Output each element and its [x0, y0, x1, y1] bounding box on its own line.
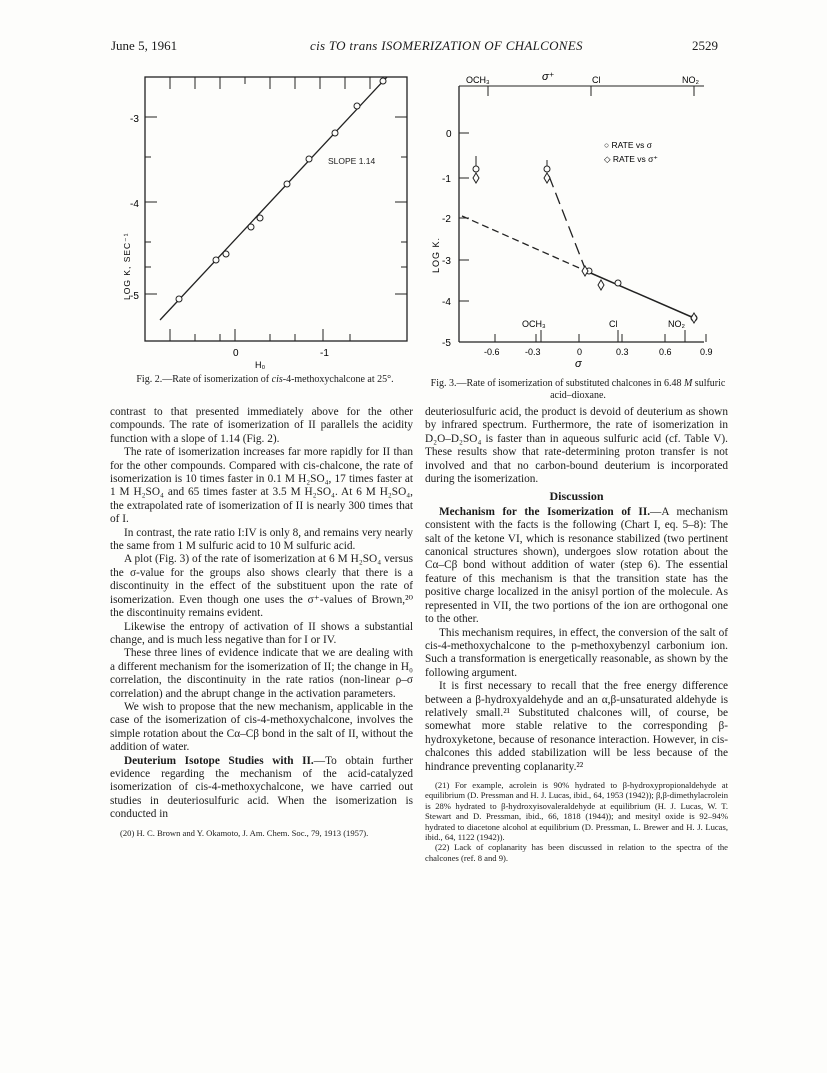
fig2-xlabel: H₀ — [255, 360, 266, 370]
fig3-sigma-plus-line — [462, 216, 586, 271]
fig3-ytick: -5 — [442, 338, 451, 349]
header-page-number: 2529 — [692, 38, 718, 53]
left-paragraph: Likewise the entropy of activation of II shows a substantial change, and is much less negative than for I or IV. — [110, 620, 413, 646]
discussion-heading: Discussion — [549, 489, 604, 504]
fig2-point — [248, 224, 254, 230]
right-paragraph: It is first necessary to recall that the free energy difference between a β-hydroxyaldehyde and an α,β-unsaturated aldehyde is relatively small.²¹ Substituted chalcones will, of course, be somewhat more stable relative to the corresponding β-hydroxyketone, because of resonance interaction. However, in cis-chalcones this added stabilization will be less because of the hindrance preventing coplanarity.²² — [425, 680, 728, 773]
fig3-point — [544, 166, 550, 172]
footnote-21: (21) For example, acrolein is 90% hydrated to β-hydroxypropionaldehyde at equilibrium (D. Pressman and H. J. Lucas, ibid., 64, 1953 (1942)); β,β-dimethylacrolein is 28% hydrated to β-hydroxyisovaleraldehyde at equilibrium (H. J. Lucas, W. T. Stewart and D. Pressman, ibid., 66, 1818 (1944)); and mesityl oxide is 92–94% hydrated to diacetone alcohol at equilibrium (D. Pressman, L. Brewer and H. J. Lucas, ibid., 64, 1122 (1942)). — [425, 779, 728, 842]
fig3-xtick: 0.9 — [700, 347, 713, 357]
fig3-ylabel: LOG K. — [431, 236, 441, 273]
footnote-22: (22) Lack of coplanarity has been discussed in relation to the spectra of the chalcones (ref. 8 and 9). — [425, 842, 728, 863]
left-paragraph: We wish to propose that the new mechanism, applicable in the case of the isomerization of cis-4-methoxychalcone, involves the simple rotation about the Cα–Cβ bond in the salt of II, without the addition of water. — [110, 700, 413, 754]
fig3-xtick: 0.6 — [659, 347, 672, 357]
left-paragraph: The rate of isomerization increases far more rapidly for II than for the other compounds. Compared with cis-chalcone, the rate of isomerization is 10 times faster in 0.1 M H₂SO₄, 17 times faster at 1 M H₂SO₄ and 65 times faster at 3.5 M H₂SO₄. At 6 M H₂SO₄, the extrapolated rate of isomerization of II is nearly 300 times that of I. — [110, 446, 413, 526]
fig2-point — [176, 296, 182, 302]
deuterium-text: —To obtain further evidence regarding the mechanism of the acid-catalyzed isomerization of cis-4-methoxychalcone, we have carried out studies in deuteriosulfuric acid. When the isomerization is conducted in — [110, 754, 414, 821]
mechanism-text: —A mechanism consistent with the facts is the following (Chart I, eq. 5–8): The salt of the ketone VI, which is resonance stabilized (two pertinent canonical structures shown), undergoes slow rotation about the Cα–Cβ bond without addition of water (step 6). The essential feature of this mechanism is that the transition state has the positive charge localized in the anisyl portion of the molecule. As represented in VII, the two portions of the ion are orthogonal one to the other. — [425, 505, 728, 626]
fig3-ytick: -3 — [442, 256, 451, 267]
fig3-legend-sigma: ○ RATE vs σ — [604, 140, 653, 150]
footnotes-left — [110, 828, 413, 838]
fig2-point — [284, 181, 290, 187]
fig3-fit-line — [586, 271, 694, 318]
fig3-xtick: 0 — [577, 347, 583, 357]
fig2-point — [332, 130, 338, 136]
fig2-ytick: -5 — [130, 291, 139, 302]
fig3-xtick: -0.6 — [484, 347, 500, 357]
left-paragraph: In contrast, the rate ratio I:IV is only 8, and remains very nearly the same from 1 M sulfuric acid to 10 M sulfuric acid. — [110, 526, 413, 553]
fig2-point — [380, 78, 386, 84]
fig3-ytick: -4 — [442, 297, 451, 308]
fig2-fit-line — [160, 77, 387, 320]
fig3-ytick: 0 — [446, 129, 452, 140]
fig3-top-axis-label: σ⁺ — [542, 71, 555, 83]
fig3-point — [615, 280, 621, 286]
header-title: cis TO trans ISOMERIZATION OF CHALCONES — [310, 38, 583, 53]
fig2-ytick: -4 — [130, 199, 139, 210]
footnote-20: (20) H. C. Brown and Y. Okamoto, J. Am. Chem. Soc., 79, 1913 (1957). — [120, 827, 369, 838]
right-paragraph: This mechanism requires, in effect, the conversion of the salt of cis-4-methoxychalcone to the p-methoxybenzyl carbonium ion. Such a transformation is energetically reasonable, as shown by the following argument. — [425, 626, 728, 679]
fig3-point — [598, 280, 604, 290]
header-date: June 5, 1961 — [111, 38, 178, 53]
fig3-xtick: -0.3 — [525, 347, 541, 357]
fig2-point — [257, 215, 263, 221]
fig3-top-label: Cl — [592, 75, 601, 85]
fig3-legend-sigma-plus: ◇ RATE vs σ⁺ — [604, 154, 658, 164]
fig2-point — [223, 251, 229, 257]
left-paragraph: A plot (Fig. 3) of the rate of isomerization at 6 M H₂SO₄ versus the σ-value for the groups also shows clearly that there is a discontinuity in the effect of the substituent upon the rate of isomerization. Even though one uses the σ⁺-values of Brown,²⁰ the discontinuity remains evident. — [110, 553, 413, 620]
fig3-point — [691, 313, 697, 323]
right-paragraph — [425, 506, 728, 627]
fig3-top-label: NO₂ — [682, 75, 699, 85]
fig2-slope-label: SLOPE 1.14 — [328, 156, 376, 166]
fig3-plot — [428, 68, 728, 378]
right-paragraph: deuteriosulfuric acid, the product is devoid of deuterium as shown by infrared spectrum. Furthermore, the rate of isomerization in D₂O–D₂SO₄ is faster than in aqueous sulfuric acid (cf. Table V). These results show that rate-determining proton transfer is not involved and that no carbon-bound deuterium is incorporated during the isomerization. — [425, 406, 728, 486]
fig2-ytick: -3 — [130, 114, 139, 125]
mechanism-heading: Mechanism for the Isomerization of II. — [439, 505, 651, 518]
left-paragraph: These three lines of evidence indicate that we are dealing with a different mechanism for the isomerization of II; the change in H₀ correlation, the discontinuity in the rate ratios (non-linear ρ–σ correlation) and the abrupt change in the activation parameters. — [110, 647, 413, 700]
footnotes-right — [425, 780, 728, 863]
fig2-ylabel: LOG K, SEC⁻¹ — [122, 232, 132, 300]
fig3-point — [473, 173, 479, 183]
left-column — [110, 406, 413, 838]
deuterium-heading: Deuterium Isotope Studies with II. — [124, 754, 314, 767]
fig3-top-label: OCH₃ — [466, 75, 490, 85]
fig3-inner-label: Cl — [609, 319, 618, 329]
fig2-plot — [110, 62, 420, 374]
fig3-point — [544, 173, 550, 183]
left-paragraph: contrast to that presented immediately above for the other compounds. The rate of isomerization of II parallels the acidity function with a slope of 1.14 (Fig. 2). — [110, 406, 413, 445]
left-paragraph — [110, 755, 413, 822]
fig3-inner-label: OCH₃ — [522, 319, 546, 329]
fig3-caption: Fig. 3.—Rate of isomerization of substituted chalcones in 6.48 M sulfuric acid–dioxane. — [430, 378, 726, 401]
fig3-point — [473, 166, 479, 172]
fig3-xtick: 0.3 — [616, 347, 629, 357]
fig3-inner-label: NO₂ — [668, 319, 685, 329]
fig3-xlabel: σ — [575, 358, 582, 370]
fig2-xtick: 0 — [233, 348, 239, 359]
fig2-point — [213, 257, 219, 263]
fig2-point — [306, 156, 312, 162]
fig2-caption: Fig. 2.—Rate of isomerization of cis-4-methoxychalcone at 25°. — [136, 374, 394, 385]
fig2-xtick: -1 — [320, 348, 329, 359]
fig3-ytick: -1 — [442, 174, 451, 185]
fig3-point — [582, 266, 588, 276]
fig3-ytick: -2 — [442, 214, 451, 225]
right-column — [425, 406, 728, 863]
fig2-point — [354, 103, 360, 109]
